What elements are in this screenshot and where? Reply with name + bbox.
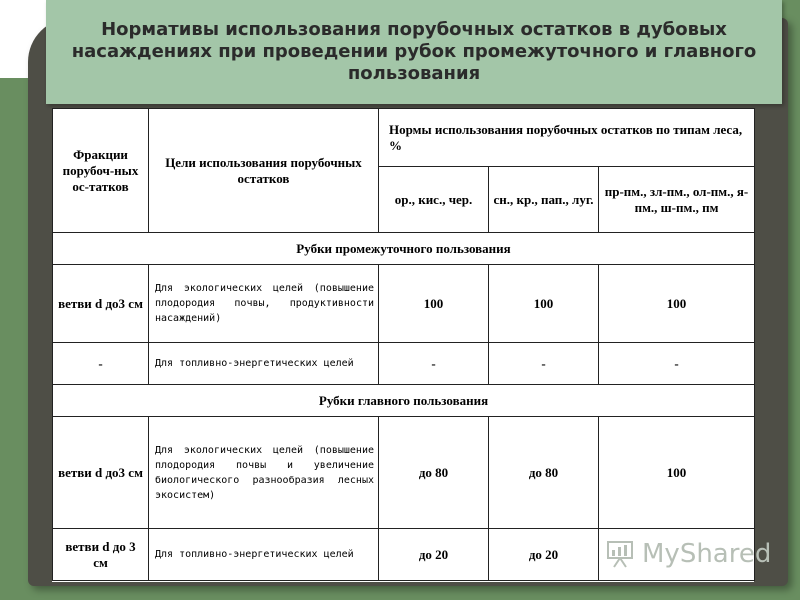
value-cell: - [489,343,599,385]
norms-table [52,108,755,581]
value-cell: до 80 [489,417,599,529]
purpose-cell: Для топливно-энергетических целей [149,343,379,385]
header-fraction: Фракции порубоч-ных ос-татков [53,109,149,233]
value-cell: - [599,343,755,385]
header-norms: Нормы использования порубочных остатков по типам леса, % [379,109,755,167]
value-cell: 100 [599,265,755,343]
table-row [53,417,755,529]
header-row [53,109,755,167]
header-purpose: Цели использования порубочных остатков [149,109,379,233]
norms-table-container [52,108,754,582]
section-row-main [53,385,755,417]
value-cell: до 20 [489,529,599,581]
fraction-cell: - [53,343,149,385]
slide-title: Нормативы использования порубочных остатков в дубовых насаждениях при проведении рубок промежуточного и главного пользования [71,19,757,84]
section-row-intermediate [53,233,755,265]
fraction-cell: ветви d до 3 см [53,529,149,581]
value-cell: 100 [599,417,755,529]
value-cell: до 80 [379,417,489,529]
value-cell: 100 [379,265,489,343]
subheader-type-2: сн., кр., пап., луг. [489,167,599,233]
fraction-cell: ветви d до3 см [53,265,149,343]
purpose-cell: Для экологических целей (повышение плодородия почвы и увеличение биологического разнообразия лесных экосистем) [149,417,379,529]
section-main-cuttings: Рубки главного пользования [53,385,755,417]
value-cell: - [379,343,489,385]
watermark-logo [606,536,771,572]
purpose-cell: Для экологических целей (повышение плодородия почвы, продуктивности насаждений) [149,265,379,343]
watermark-text: MyShared [642,539,772,569]
presentation-icon [606,539,636,569]
value-cell: до 20 [379,529,489,581]
purpose-cell: Для топливно-энергетических целей [149,529,379,581]
subheader-type-1: ор., кис., чер. [379,167,489,233]
subheader-type-3: пр-пм., зл-пм., ол-пм., я-пм., ш-пм., пм [599,167,755,233]
table-row [53,265,755,343]
table-row [53,343,755,385]
title-banner [46,0,782,104]
value-cell: 100 [489,265,599,343]
section-intermediate-cuttings: Рубки промежуточного пользования [53,233,755,265]
fraction-cell: ветви d до3 см [53,417,149,529]
